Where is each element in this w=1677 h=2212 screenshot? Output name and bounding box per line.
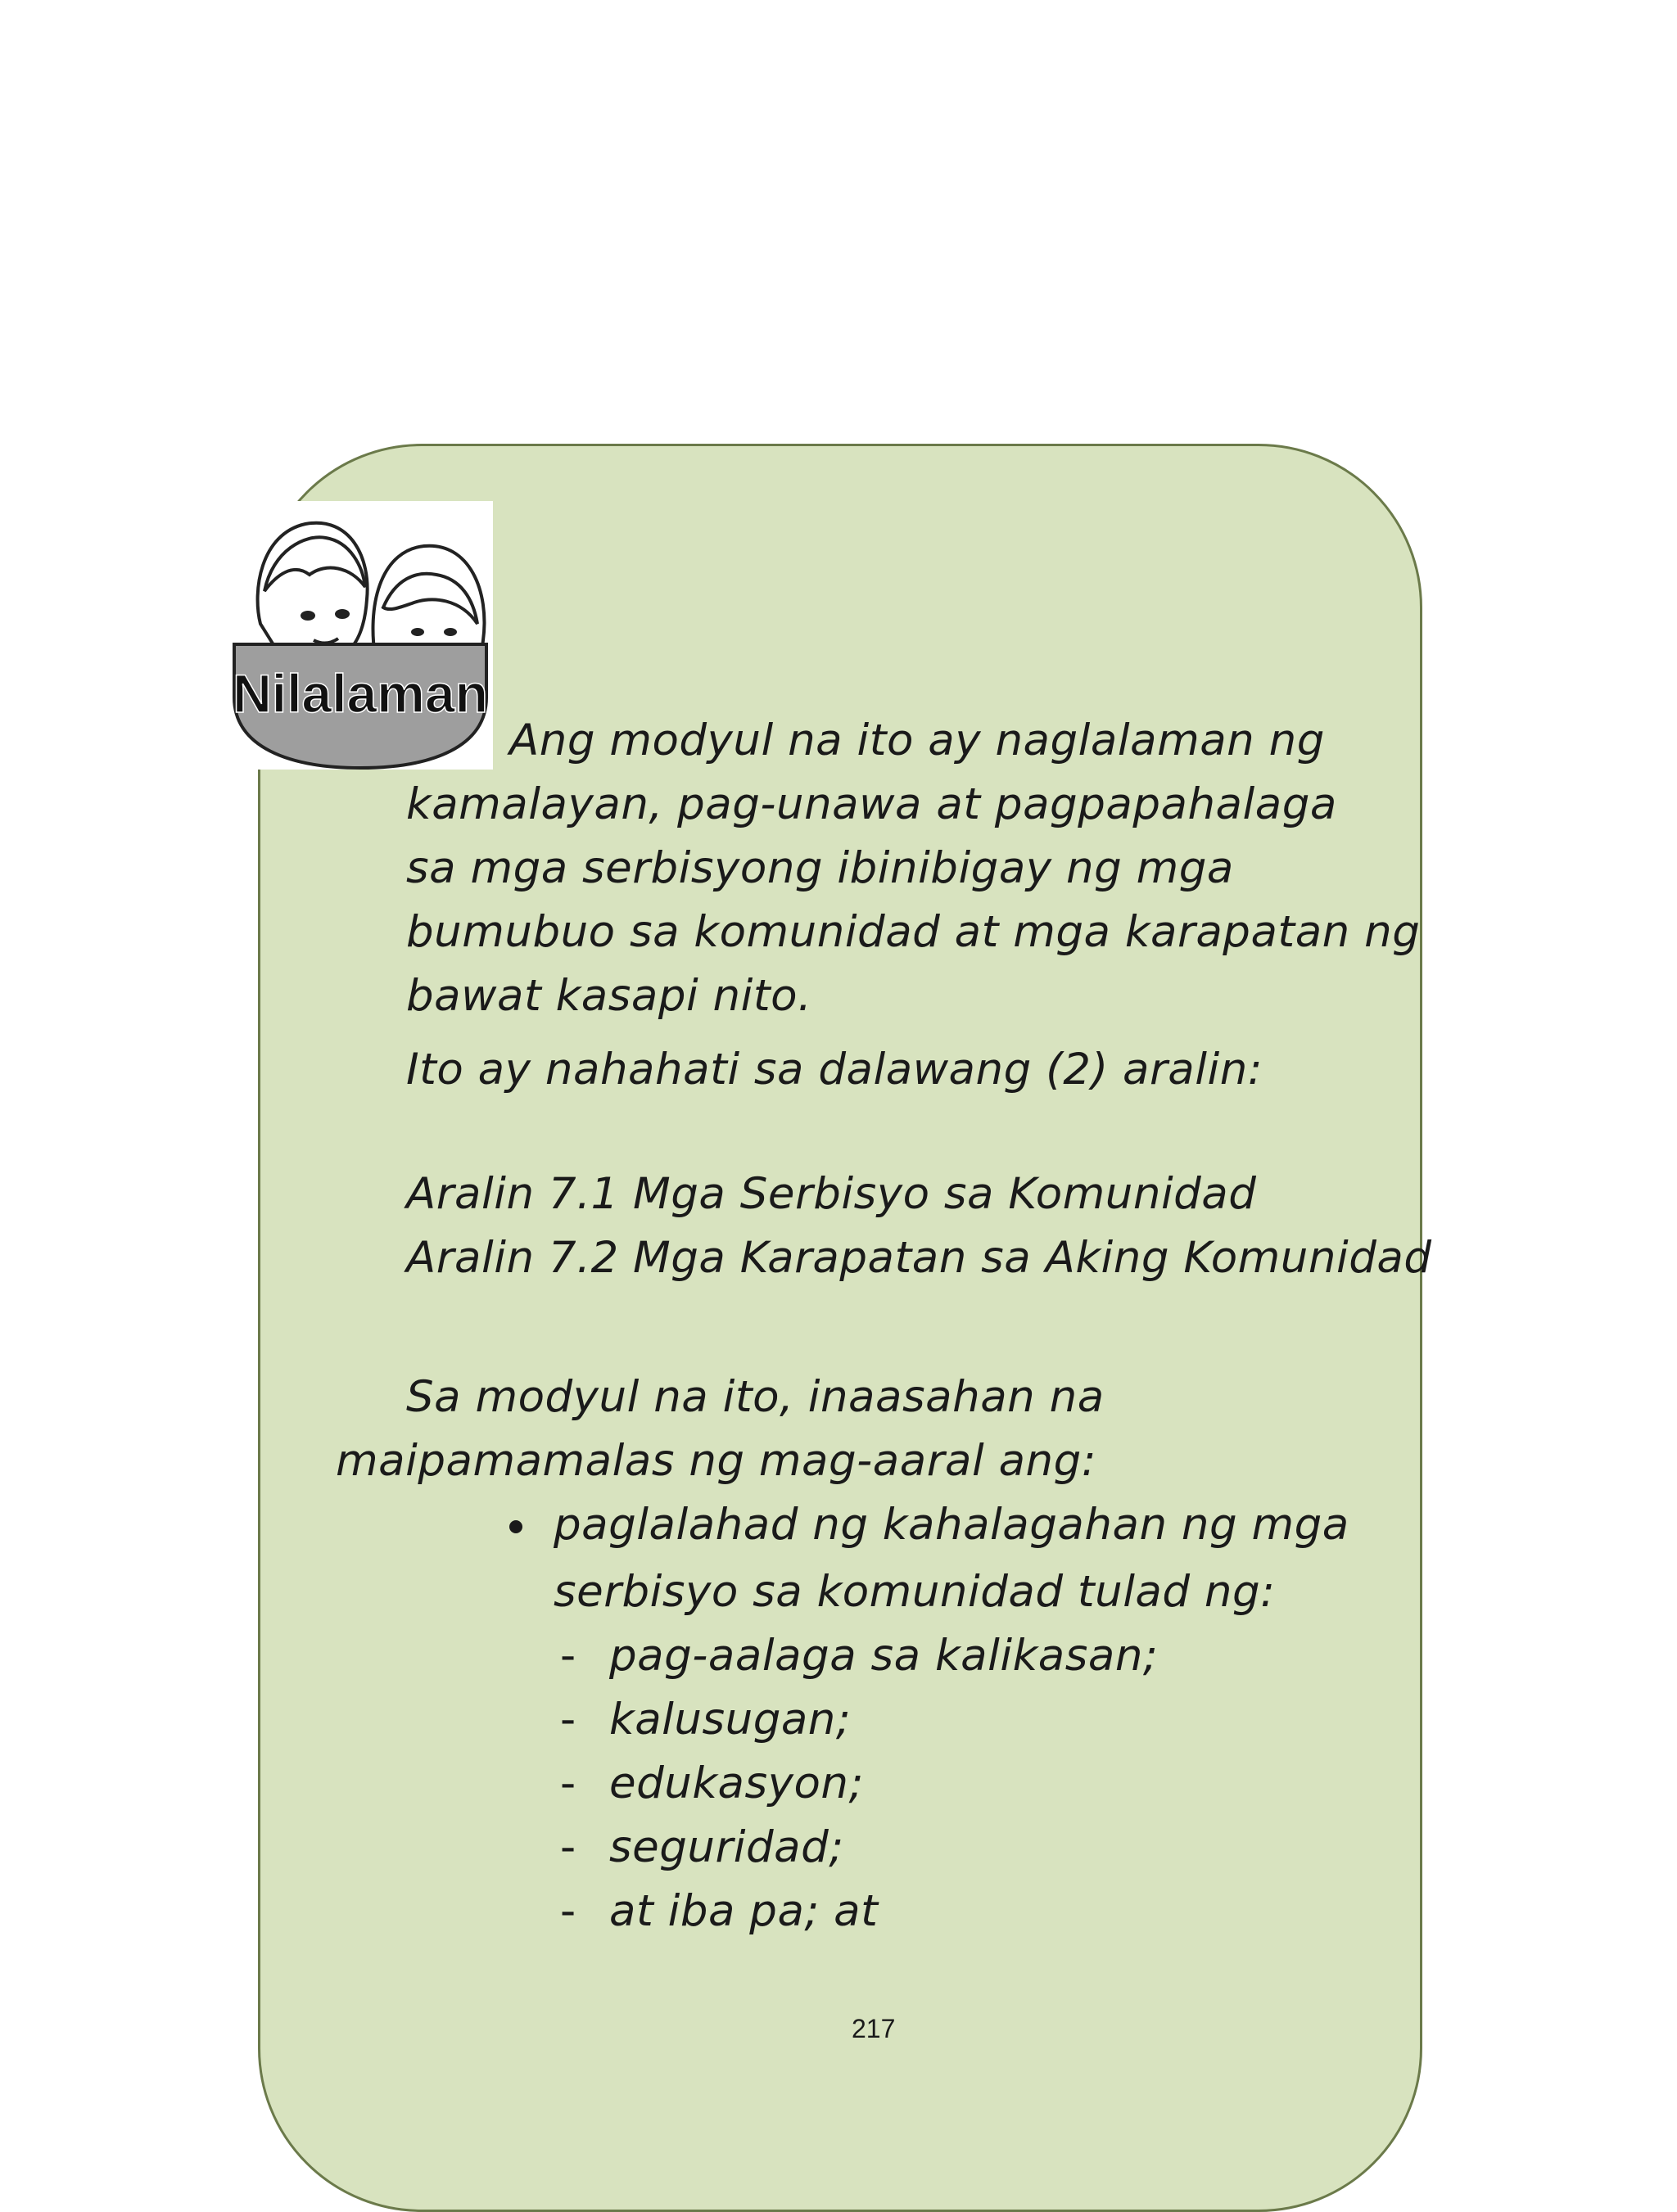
expectations-line-1: Sa modyul na ito, inaasahan na [406,1372,1105,1422]
intro-line-2: kamalayan, pag-unawa at pagpapahalaga [406,779,1337,829]
lesson-item-2: Aralin 7.2 Mga Karapatan sa Aking Komunidad [406,1233,1432,1283]
division-line: Ito ay nahahati sa dalawang (2) aralin: [406,1045,1263,1095]
sub-item-dash: - [560,1631,576,1681]
page-number: 217 [852,2014,896,2043]
nilalaman-logo [228,501,493,770]
intro-line-3: sa mga serbisyong ibinibigay ng mga [406,843,1234,893]
bullet-line-2: serbisyo sa komunidad tulad ng: [554,1567,1276,1617]
bullet-line-1: paglalahad ng kahalagahan ng mga [554,1500,1349,1550]
sub-item-2: kalusugan; [609,1695,852,1745]
expectations-line-2: maipamamalas ng mag-aaral ang: [336,1436,1097,1486]
intro-line-5: bawat kasapi nito. [406,971,812,1021]
sub-item-3: edukasyon; [609,1758,864,1808]
bullet-icon [509,1520,522,1533]
sub-item-dash: - [560,1758,576,1808]
sub-item-5: at iba pa; at [609,1886,879,1936]
logo-title: Nilalaman [233,663,488,724]
sub-item-dash: - [560,1695,576,1745]
children-illustration-icon [228,501,493,770]
sub-item-dash: - [560,1822,576,1872]
sub-item-4: seguridad; [609,1822,844,1872]
sub-item-1: pag-aalaga sa kalikasan; [609,1631,1159,1681]
intro-line-1: Ang modyul na ito ay naglalaman ng [509,716,1325,765]
sub-item-dash: - [560,1886,576,1936]
lesson-item-1: Aralin 7.1 Mga Serbisyo sa Komunidad [406,1169,1257,1219]
intro-line-4: bumubuo sa komunidad at mga karapatan ng [406,907,1421,957]
